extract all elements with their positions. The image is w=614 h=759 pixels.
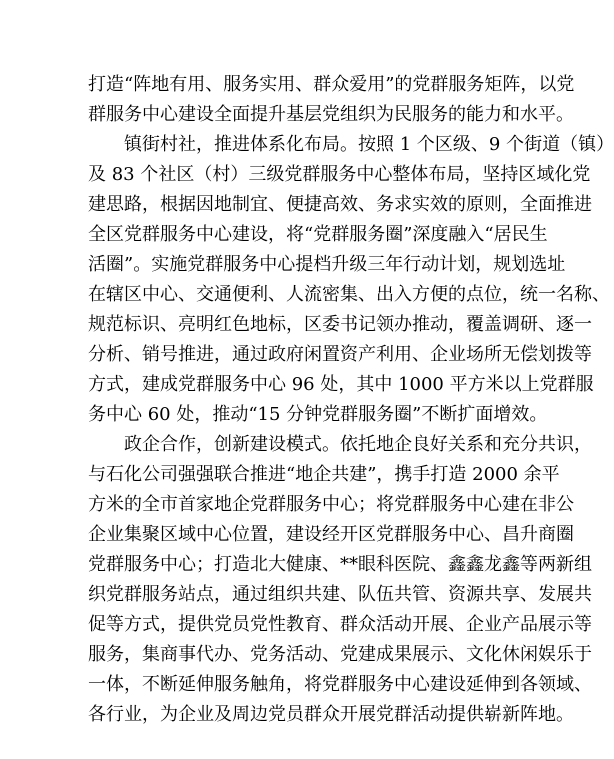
text-line-4: 及 83 个社区（村）三级党群服务中心整体布局，坚持区域化党 [88, 164, 591, 185]
text-line-10: 分析、销号推进，通过政府闲置资产利用、企业场所无偿划拨等 [88, 344, 592, 365]
text-line-11: 方式，建成党群服务中心 96 处，其中 1000 平方米以上党群服 [88, 374, 594, 395]
text-line-12: 务中心 60 处，推动“15 分钟党群服务圈”不断扩面增效。 [88, 404, 548, 425]
text-line-13: 政企合作，创新建设模式。依托地企良好关系和充分共识， [124, 434, 592, 455]
text-line-8: 在辖区中心、交通便利、人流密集、出入方便的点位，统一名称、 [88, 284, 610, 305]
text-line-22: 各行业，为企业及周边党员群众开展党群活动提供崭新阵地。 [88, 704, 574, 725]
text-line-15: 方米的全市首家地企党群服务中心；将党群服务中心建在非公 [88, 494, 574, 515]
text-line-5: 建思路，根据因地制宜、便捷高效、务求实效的原则，全面推进 [88, 194, 592, 215]
text-line-2: 群服务中心建设全面提升基层党组织为民服务的能力和水平。 [88, 104, 574, 125]
text-line-18: 织党群服务站点，通过组织共建、队伍共管、资源共享、发展共 [88, 584, 592, 605]
text-line-6: 全区党群服务中心建设，将“党群服务圈”深度融入“居民生 [88, 224, 548, 245]
text-line-7: 活圈”。实施党群服务中心提档升级三年行动计划，规划选址 [88, 254, 566, 275]
text-line-19: 促等方式，提供党员党性教育、群众活动开展、企业产品展示等 [88, 614, 592, 635]
text-line-14: 与石化公司强强联合推进“地企共建”，携手打造 2000 余平 [88, 464, 560, 485]
text-line-3: 镇街村社，推进体系化布局。按照 1 个区级、9 个街道（镇） [124, 134, 614, 155]
text-line-21: 一体，不断延伸服务触角，将党群服务中心建设延伸到各领域、 [88, 674, 592, 695]
text-line-17: 党群服务中心；打造北大健康、**眼科医院、鑫鑫龙鑫等两新组 [88, 554, 592, 575]
text-line-9: 规范标识、亮明红色地标，区委书记领办推动，覆盖调研、逐一 [88, 314, 592, 335]
text-line-1: 打造“阵地有用、服务实用、群众爱用”的党群服务矩阵，以党 [88, 74, 575, 95]
text-line-16: 企业集聚区域中心位置，建设经开区党群服务中心、昌升商圈 [88, 524, 574, 545]
text-line-20: 服务，集商事代办、党务活动、党建成果展示、文化休闲娱乐于 [88, 644, 592, 665]
